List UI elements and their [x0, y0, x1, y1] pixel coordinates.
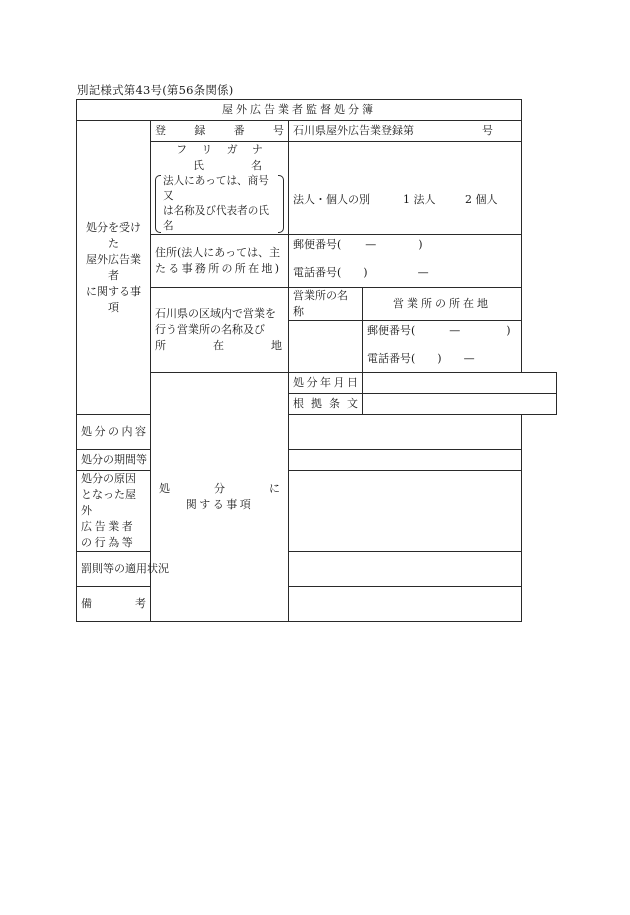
disposition-period-label: 処 分 の 期 間 等 [77, 450, 151, 471]
disposition-register-table [76, 99, 557, 622]
furigana-label: フ リ ガ ナ [176, 143, 263, 156]
entity-type-options: 法人・個人の別 1 法人 2 個人 [293, 193, 498, 206]
office-label: 石川県の区域内で営業を 行う営業所の名称及び 所 在 地 [151, 288, 289, 373]
office-name-field[interactable] [289, 321, 363, 373]
registration-number-field[interactable]: 石川県屋外広告業登録第 号 [289, 121, 522, 142]
disposition-date-field[interactable] [363, 373, 557, 394]
disposition-cause-field[interactable] [289, 471, 522, 552]
office-location-header: 営業所の所在地 [363, 288, 522, 321]
penalty-status-field[interactable] [289, 552, 522, 587]
legal-basis-field[interactable] [363, 394, 557, 415]
office-phone-line: 電話番号( ) — [367, 352, 475, 365]
name-label [151, 142, 289, 235]
disposition-date-label: 処 分 年 月 日 [289, 373, 363, 394]
postal-code-line: 郵便番号( — ) [293, 238, 423, 251]
legal-basis-label: 根 拠 条 文 [289, 394, 363, 415]
remarks-field[interactable] [289, 587, 522, 622]
name-field[interactable] [289, 142, 522, 235]
name-heading: 氏 名 [193, 159, 262, 172]
office-postal-code-line: 郵便番号( — ) [367, 324, 511, 337]
disposition-content-field[interactable] [289, 415, 522, 450]
disposition-period-field[interactable] [289, 450, 522, 471]
office-name-header: 営業所の名称 [289, 288, 363, 321]
remarks-label: 備 考 [77, 587, 151, 622]
disposition-cause-label: 処分の原因となった屋外 広告業者の行為等 [77, 471, 151, 552]
table-title: 屋外広告業者監督処分簿 [77, 100, 522, 121]
form-caption: 別記様式第43号(第56条関係) [77, 83, 234, 97]
name-note: 法人にあっては、商号又 は名称及び代表者の氏名 [155, 174, 284, 234]
disposition-content-label: 処 分 の 内 容 [77, 415, 151, 450]
section1-label: 処分を受けた 屋外広告業者 に関する事項 [77, 121, 151, 415]
office-location-field[interactable] [363, 321, 522, 373]
penalty-status-label: 罰 則 等 の 適 用 状 況 [77, 552, 151, 587]
section2-label: 処 分 に 関する事項 [151, 373, 289, 622]
phone-line: 電話番号( ) — [293, 266, 429, 279]
address-label: 住所(法人にあっては、主 たる事務所の所在地) [151, 235, 289, 288]
registration-number-label: 登 録 番 号 [151, 121, 289, 142]
address-field[interactable] [289, 235, 522, 288]
